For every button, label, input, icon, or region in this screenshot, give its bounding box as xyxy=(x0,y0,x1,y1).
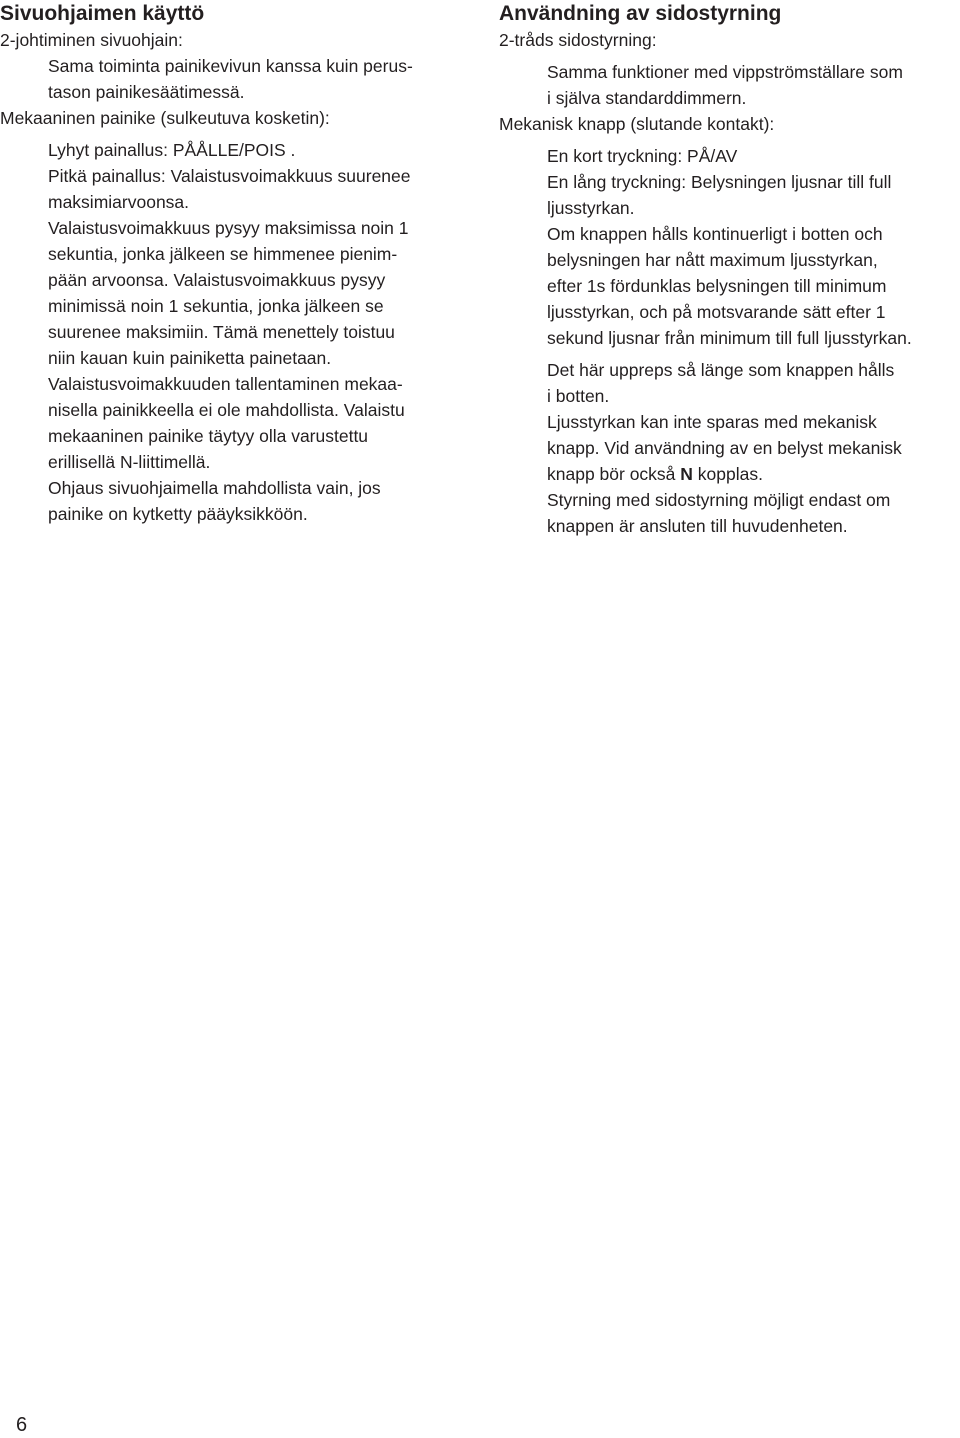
text-line: efter 1s fördunklas belysningen till minimum xyxy=(547,276,887,296)
paragraph xyxy=(0,137,462,215)
text-line: tason painikesäätimessä. xyxy=(48,82,245,102)
paragraph xyxy=(0,53,462,105)
swedish-column xyxy=(499,0,960,539)
text-line: En kort tryckning: PÅ/AV xyxy=(547,146,738,166)
text-line: painike on kytketty pääyksikköön. xyxy=(48,504,308,524)
paragraph xyxy=(499,357,960,409)
text-line: nisella painikkeella ei ole mahdollista. Valaistu xyxy=(48,400,405,420)
text-line: knappen är ansluten till huvudenheten. xyxy=(547,516,848,536)
text-line: Samma funktioner med vippströmställare som xyxy=(547,62,903,82)
text-line: belysningen har nått maximum ljusstyrkan, xyxy=(547,250,878,270)
finnish-column xyxy=(0,0,462,527)
text-line: sekuntia, jonka jälkeen se himmenee pienim- xyxy=(48,244,398,264)
text-line: pään arvoonsa. Valaistusvoimakkuus pysyy xyxy=(48,270,386,290)
text-line: ljusstyrkan. xyxy=(547,198,635,218)
text-line: Valaistusvoimakkuuden tallentaminen mekaa- xyxy=(48,374,403,394)
text-line: knapp. Vid användning av en belyst mekanisk xyxy=(547,438,902,458)
text-line: i själva standarddimmern. xyxy=(547,88,747,108)
subheading: 2-johtiminen sivuohjain: xyxy=(0,30,183,50)
paragraph xyxy=(499,409,960,487)
paragraph xyxy=(0,371,462,475)
text-line: Pitkä painallus: Valaistusvoimakkuus suurenee xyxy=(48,166,411,186)
text-line: En lång tryckning: Belysningen ljusnar till full xyxy=(547,172,892,192)
bold-text: N xyxy=(680,464,693,484)
text-line: ljusstyrkan, och på motsvarande sätt efter 1 xyxy=(547,302,886,322)
text-line: Om knappen hålls kontinuerligt i botten och xyxy=(547,224,883,244)
text-line: Sama toiminta painikevivun kanssa kuin perus- xyxy=(48,56,413,76)
text-line: mekaaninen painike täytyy olla varustettu xyxy=(48,426,369,446)
text-line: Valaistusvoimakkuus pysyy maksimissa noin 1 xyxy=(48,218,409,238)
text-line: Styrning med sidostyrning möjligt endast om xyxy=(547,490,891,510)
text-line: erillisellä N-liittimellä. xyxy=(48,452,211,472)
text-line: Det här uppreps så länge som knappen hålls xyxy=(547,360,895,380)
subheading: 2-tråds sidostyrning: xyxy=(499,30,657,50)
subheading: Mekaaninen painike (sulkeutuva kosketin): xyxy=(0,108,330,128)
page-number: 6 xyxy=(16,1414,28,1436)
paragraph xyxy=(499,221,960,351)
text-line xyxy=(547,461,960,487)
text-span: knapp bör också xyxy=(547,464,681,484)
section-heading: Användning av sidostyrning xyxy=(499,2,782,25)
text-line: Lyhyt painallus: PÅÅLLE/POIS . xyxy=(48,140,296,160)
subheading: Mekanisk knapp (slutande kontakt): xyxy=(499,114,775,134)
text-line: minimissä noin 1 sekuntia, jonka jälkeen se xyxy=(48,296,384,316)
section-heading: Sivuohjaimen käyttö xyxy=(0,2,205,25)
text-line: suurenee maksimiin. Tämä menettely toistuu xyxy=(48,322,395,342)
text-span: kopplas. xyxy=(692,464,763,484)
text-line: Ohjaus sivuohjaimella mahdollista vain, jos xyxy=(48,478,381,498)
paragraph xyxy=(0,215,462,371)
text-line: sekund ljusnar från minimum till full ljusstyrkan. xyxy=(547,328,912,348)
text-line: maksimiarvoonsa. xyxy=(48,192,190,212)
text-line: Ljusstyrkan kan inte sparas med mekanisk xyxy=(547,412,877,432)
paragraph xyxy=(499,59,960,111)
paragraph xyxy=(499,143,960,221)
text-line: niin kauan kuin painiketta painetaan. xyxy=(48,348,332,368)
paragraph xyxy=(499,487,960,539)
paragraph xyxy=(0,475,462,527)
text-line: i botten. xyxy=(547,386,610,406)
